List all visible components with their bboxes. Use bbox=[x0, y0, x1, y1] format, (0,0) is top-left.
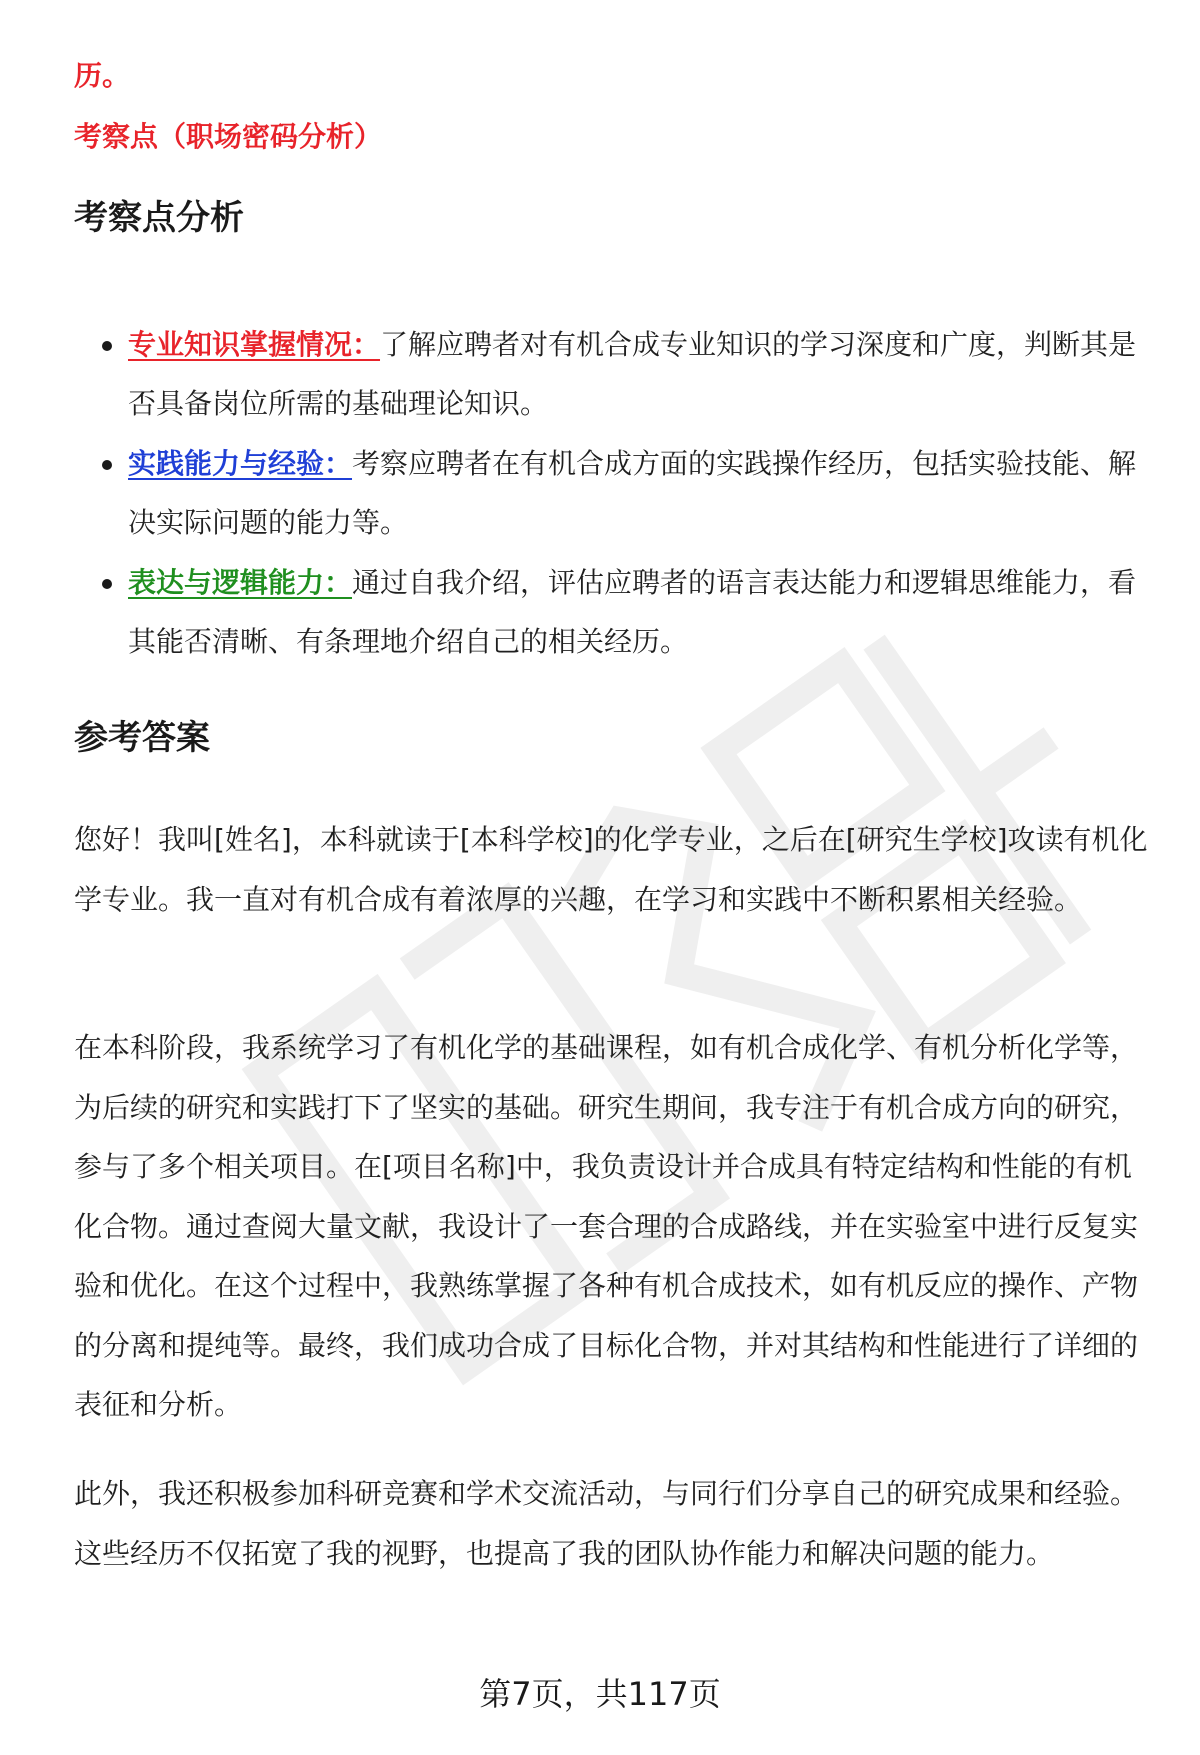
analysis-list bbox=[74, 315, 1154, 672]
answer-paragraph: 在本科阶段，我系统学习了有机化学的基础课程，如有机合成化学、有机分析化学等，为后续的研究和实践打下了坚实的基础。研究生期间，我专注于有机合成方向的研究，参与了多个相关项目。在[项目名称]中，我负责设计并合成具有特定结构和性能的有机化合物。通过查阅大量文献，我设计了一套合理的合成路线，并在实验室中进行反复实验和优化。在这个过程中，我熟练掌握了各种有机合成技术，如有机反应的操作、产物的分离和提纯等。最终，我们成功合成了目标化合物，并对其结构和性能进行了详细的表征和分析。 bbox=[74, 1031, 1139, 1421]
page-number: 第7页，共117页 bbox=[479, 1675, 721, 1713]
bullet-icon bbox=[102, 341, 112, 351]
item-text: 通过自我介绍，评估应聘者的语言表达能力和逻辑思维能力，看其能否清晰、有条理地介绍自己的相关经历。 bbox=[128, 566, 1137, 658]
list-item bbox=[74, 434, 1154, 552]
answer-paragraph: 您好！我叫[姓名]，本科就读于[本科学校]的化学专业，之后在[研究生学校]攻读有机化学专业。我一直对有机合成有着浓厚的兴趣，在学习和实践中不断积累相关经验。 bbox=[74, 823, 1148, 916]
item-label: 实践能力与经验： bbox=[128, 447, 353, 480]
item-text: 考察应聘者在有机合成方面的实践操作经历，包括实验技能、解决实际问题的能力等。 bbox=[128, 447, 1137, 539]
bullet-icon bbox=[102, 460, 112, 470]
answer-paragraph: 此外，我还积极参加科研竞赛和学术交流活动，与同行们分享自己的研究成果和经验。这些经历不仅拓宽了我的视野，也提高了我的团队协作能力和解决问题的能力。 bbox=[74, 1477, 1139, 1570]
list-item bbox=[74, 553, 1154, 671]
section-label: 考察点（职场密码分析） bbox=[74, 120, 383, 153]
item-text: 了解应聘者对有机合成专业知识的学习深度和广度，判断其是否具备岗位所需的基础理论知识。 bbox=[128, 328, 1137, 420]
item-label: 表达与逻辑能力： bbox=[128, 566, 353, 599]
answer-heading: 参考答案 bbox=[74, 718, 210, 758]
page-top-fragment: 历。 bbox=[74, 59, 131, 92]
analysis-heading: 考察点分析 bbox=[74, 198, 244, 238]
bullet-icon bbox=[102, 579, 112, 589]
item-label: 专业知识掌握情况： bbox=[128, 328, 381, 361]
list-item bbox=[74, 315, 1154, 433]
